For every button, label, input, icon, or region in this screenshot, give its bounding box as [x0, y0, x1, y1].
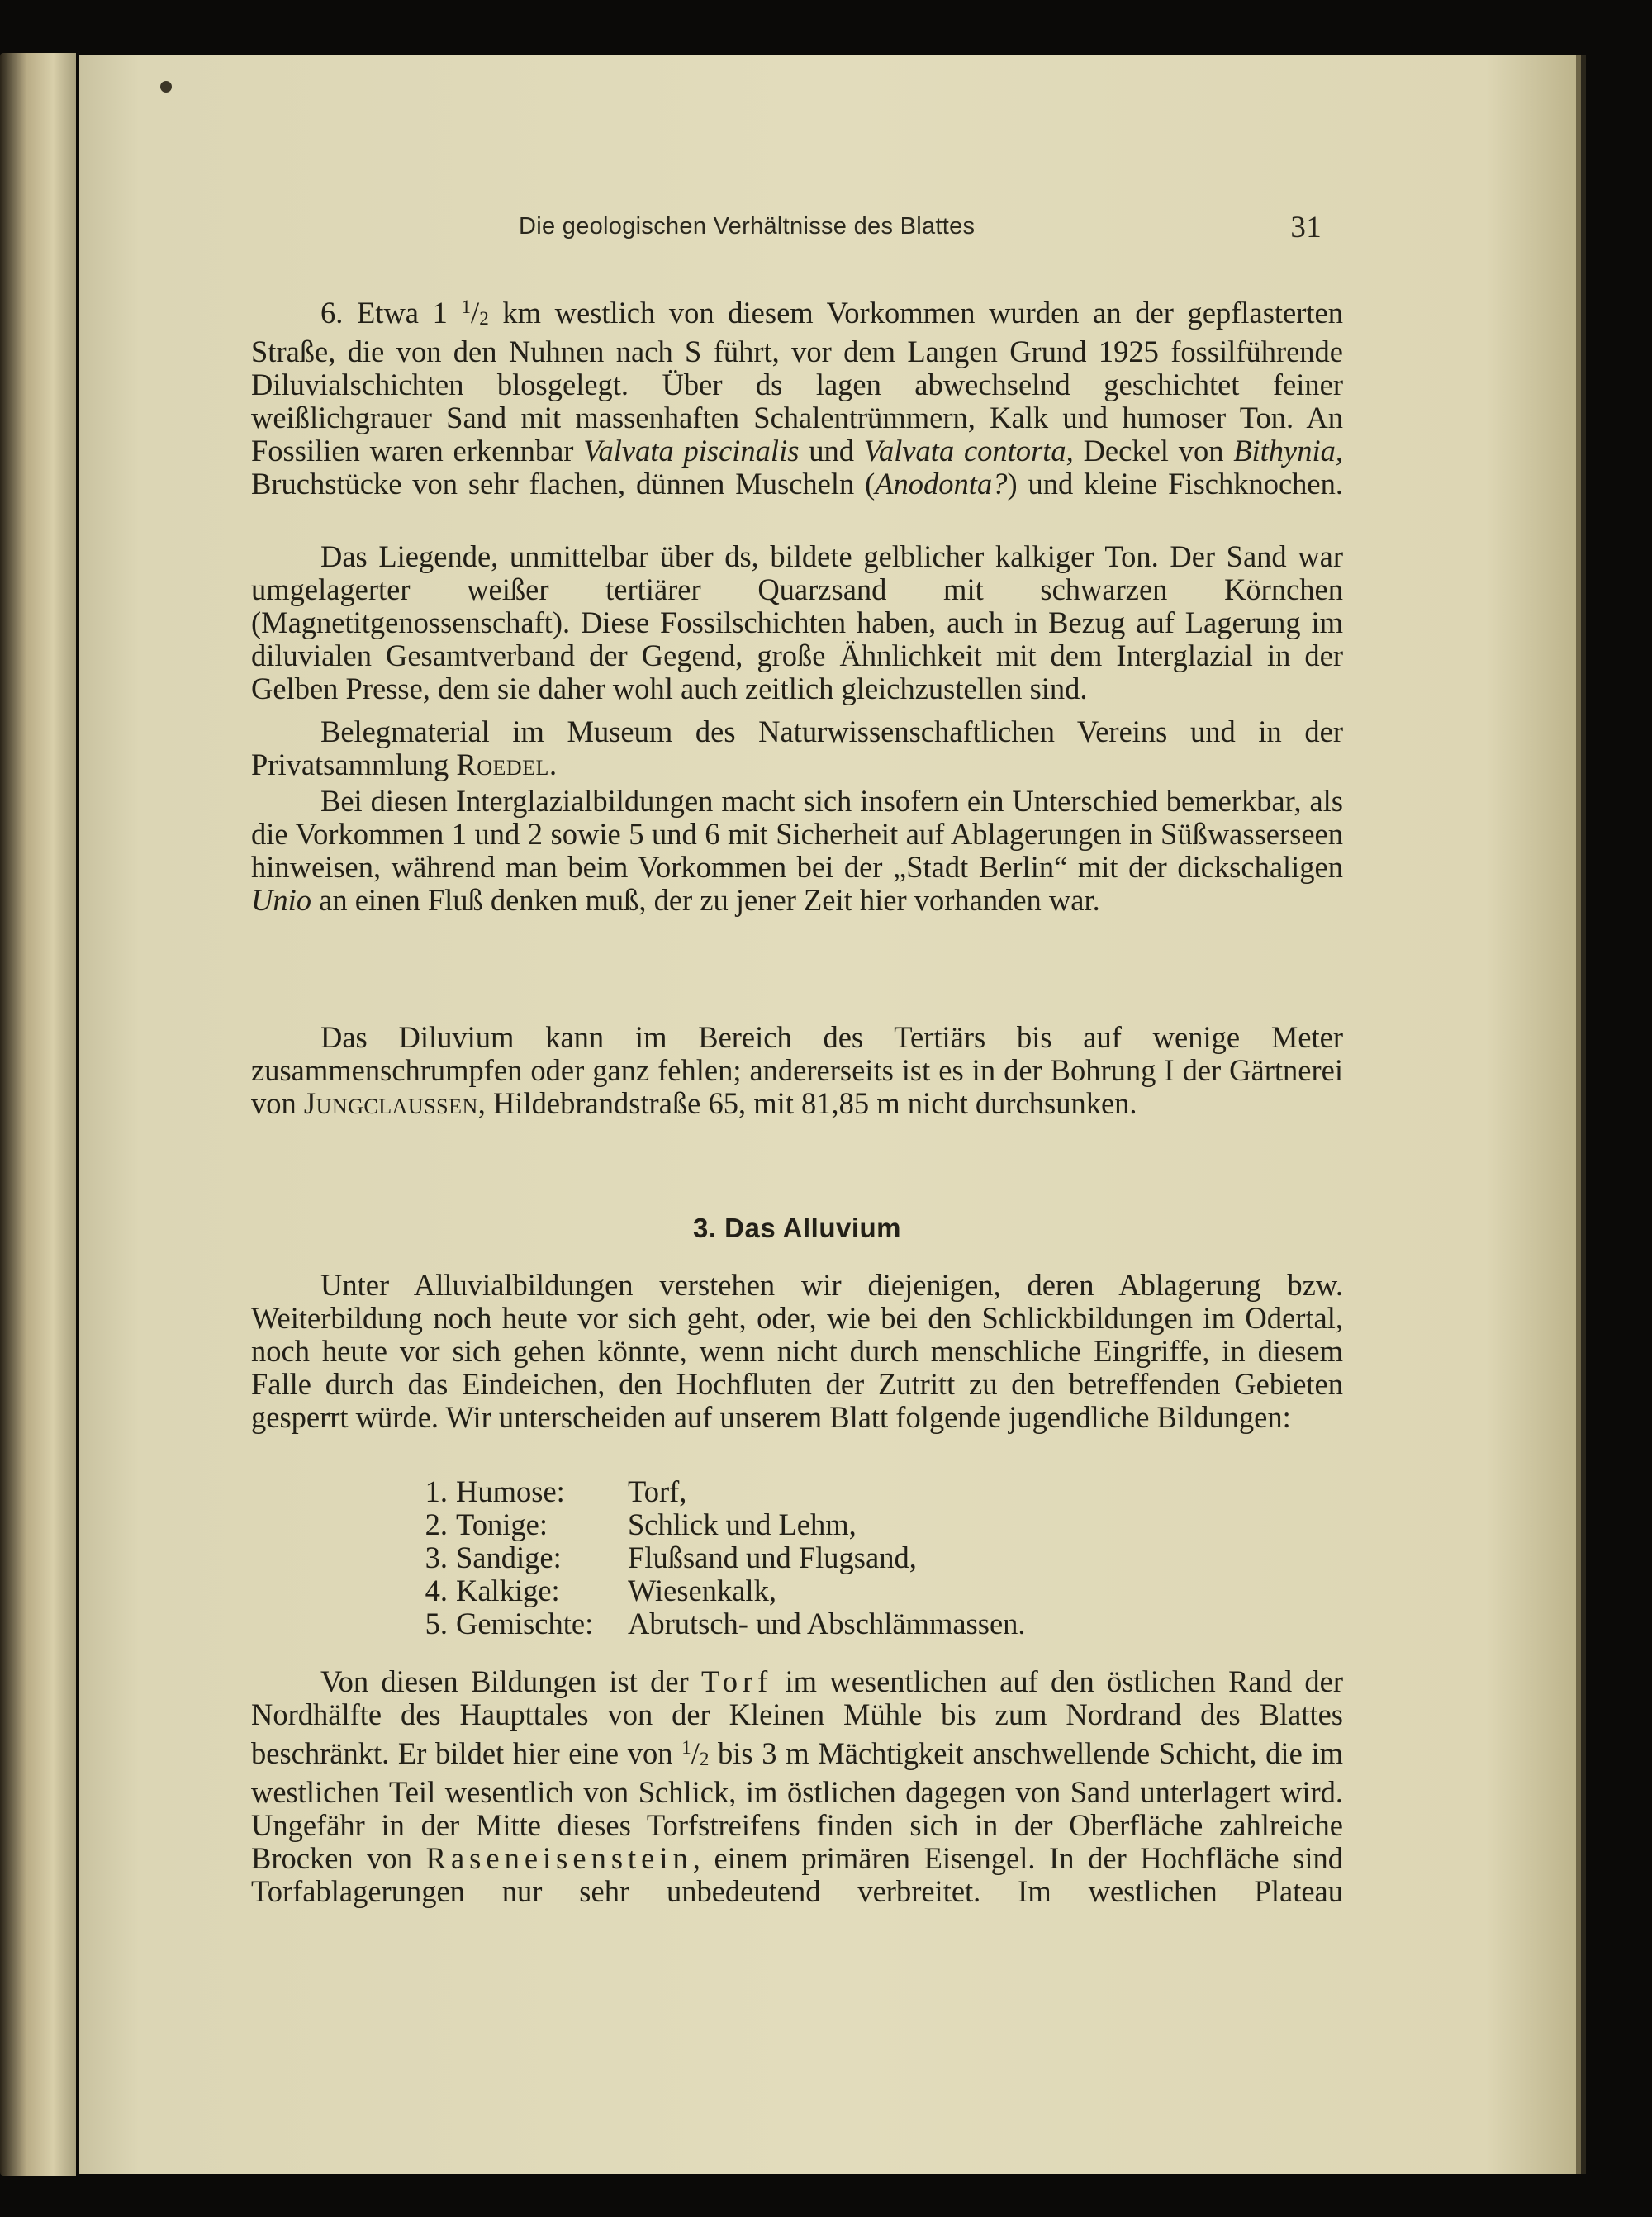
section-heading: 3. Das Alluvium [692, 1213, 902, 1243]
text-block-4 [251, 1269, 1343, 1434]
text-block-3 [251, 1021, 1343, 1120]
text-block-2 [251, 540, 1343, 917]
book-spine-edge [0, 53, 76, 2176]
ink-spot [160, 81, 172, 93]
text-block-5 [251, 1665, 1343, 1908]
paragraph-diluvium-maechtigkeit: Das Diluvium kann im Bereich des Tertiärs bis auf wenige Meter zusammenschrumpfen oder ganz fehlen; andererseits ist es in der Bohrung I der Gärtnerei von Jungclaussen, Hildebrandstraße 65, mit 81,85 m nicht durchsunken. [251, 1020, 1343, 1120]
running-title: Die geologischen Verhältnisse des Blattes [519, 213, 976, 240]
page-number: 31 [1290, 211, 1322, 244]
list-item: 3. Sandige: Flußsand und Flugsand, [425, 1541, 917, 1574]
list-item: 5. Gemischte: Abrutsch- und Abschlämmassen. [425, 1607, 1026, 1640]
list-item: 2. Tonige: Schlick und Lehm, [425, 1507, 857, 1541]
text-block-1 [251, 291, 1343, 501]
paragraph-torf: Von diesen Bildungen ist der Torf im wesentlichen auf den östlichen Rand der Nordhälfte des Haupttales von der Kleinen Mühle bis zum Nordrand des Blattes beschränkt. Er bildet hier eine von $^1$/2 bis 3 m Mächtigkeit anschwellende Schicht, die im westlichen Teil wesentlich von Schlick, im östlichen dagegen von Sand unterlagert wird. Ungefähr in der Mitte dieses Torfstreifens finden sich in der Oberfläche zahlreiche Brocken von Raseneisenstein, einem primären Eisengel. In der Hochfläche sind Torfablagerungen nur sehr unbedeutend verbreitet. Im westlichen Plateau [251, 1664, 1344, 1908]
running-header [519, 211, 1345, 244]
list-item: 1. Humose: Torf, [425, 1474, 687, 1508]
paragraph-interglazial-unterschied: Bei diesen Interglazialbildungen macht sich insofern ein Unterschied bemerkbar, als die Vorkommen 1 und 2 sowie 5 und 6 mit Sicherheit auf Ablagerungen in Süßwasserseen hinweisen, während man beim Vorkommen bei der „Stadt Berlin“ mit der dickschaligen Unio an einen Fluß denken muß, der zu jener Zeit hier vorhanden war. [251, 784, 1343, 917]
list-item: 4. Kalkige: Wiesenkalk, [425, 1574, 776, 1607]
paragraph-alluvialbildungen: Unter Alluvialbildungen verstehen wir diejenigen, deren Ablagerung bzw. Weiterbildung noch heute vor sich geht, oder, wie bei den Schlickbildungen im Odertal, noch heute vor sich gehen könnte, wenn nicht durch menschliche Eingriffe, in diesem Falle durch das Eindeichen, den Hochfluten der Zutritt zu den betreffenden Gebieten gesperrt würde. Wir unterscheiden auf unserem Blatt folgende jugendliche Bildungen: [251, 1268, 1343, 1434]
formation-list [400, 1475, 1026, 1640]
paragraph-liegende: Das Liegende, unmittelbar über ds, bildete gelblicher kalkiger Ton. Der Sand war umgelagerter weißer tertiärer Quarzsand mit schwarzen Körnchen (Magnetitgenossenschaft). Diese Fossilschichten haben, auch in Bezug auf Lagerung im diluvialen Gesamtverband der Gegend, große Ähnlichkeit mit dem Interglazial in der Gelben Presse, dem sie daher wohl auch zeitlich gleichzustellen sind. [251, 539, 1343, 705]
paragraph-belegmaterial: Belegmaterial im Museum des Naturwissenschaftlichen Vereins und in der Privatsammlung Roedel. [251, 714, 1343, 781]
paragraph-fossil-site-6: 6. Etwa 1 $^1$/2 km westlich von diesem Vorkommen wurden an der gepflasterten Straße, die von den Nuhnen nach S führt, vor dem Langen Grund 1925 fossilführende Diluvialschichten blosgelegt. Über ds lagen abwechselnd geschichtet feiner weißlichgrauer Sand mit massenhaften Schalentrümmern, Kalk und humoser Ton. An Fossilien waren erkennbar Valvata piscinalis und Valvata contorta, Deckel von Bithynia, Bruchstücke von sehr flachen, dünnen Muscheln (Anodonta?) und kleine Fischknochen. [251, 296, 1344, 501]
